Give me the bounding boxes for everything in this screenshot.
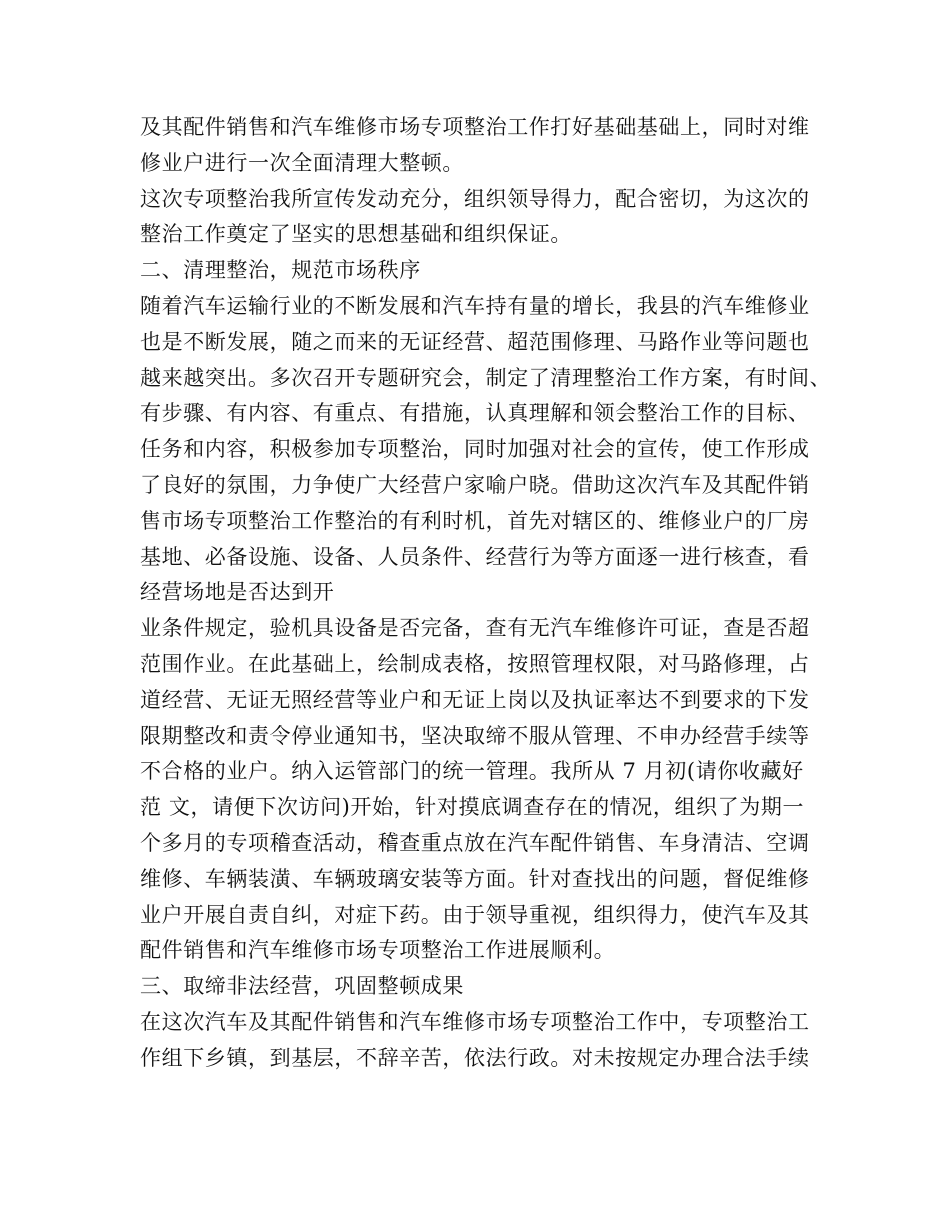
text-line: 有步骤、有内容、有重点、有措施，认真理解和领会整治工作的目标、	[140, 401, 810, 426]
text-line: 在这次汽车及其配件销售和汽车维修市场专项整治工作中，专项整治工	[140, 1009, 810, 1034]
text-line: 个多月的专项稽查活动，稽查重点放在汽车配件销售、车身清洁、空调	[140, 830, 810, 855]
text-line: 作组下乡镇，到基层，不辞辛苦，依法行政。对未按规定办理合法手续	[140, 1045, 810, 1070]
section-heading: 二、清理整治，规范市场秩序	[140, 258, 421, 283]
text-line: 限期整改和责令停业通知书，坚决取缔不服从管理、不申办经营手续等	[140, 723, 810, 748]
text-line: 业户开展自责自纠，对症下药。由于领导重视，组织得力，使汽车及其	[140, 902, 810, 927]
text-line: 维修、车辆装潢、车辆玻璃安装等方面。针对查找出的问题，督促维修	[140, 866, 810, 891]
document-body	[140, 110, 840, 1077]
text-line: 道经营、无证无照经营等业户和无证上岗以及执证率达不到要求的下发	[140, 687, 810, 712]
text-line: 了良好的氛围，力争使广大经营户家喻户晓。借助这次汽车及其配件销	[140, 472, 810, 497]
text-line: 越来越突出。多次召开专题研究会，制定了清理整治工作方案，有时间、	[140, 365, 832, 390]
text-line: 整治工作奠定了坚实的思想基础和组织保证。	[140, 222, 572, 247]
section-heading: 三、取缔非法经营，巩固整顿成果	[140, 974, 464, 999]
text-line: 随着汽车运输行业的不断发展和汽车持有量的增长，我县的汽车维修业	[140, 293, 810, 318]
text-line: 售市场专项整治工作整治的有利时机，首先对辖区的、维修业户的厂房	[140, 508, 810, 533]
text-line: 这次专项整治我所宣传发动充分，组织领导得力，配合密切，为这次的	[140, 186, 810, 211]
text-line: 也是不断发展，随之而来的无证经营、超范围修理、马路作业等问题也	[140, 329, 810, 354]
text-line: 修业户进行一次全面清理大整顿。	[140, 150, 464, 175]
text-line: 范围作业。在此基础上，绘制成表格，按照管理权限，对马路修理，占	[140, 651, 810, 676]
text-line: 经营场地是否达到开	[140, 580, 335, 605]
text-line: 基地、必备设施、设备、人员条件、经营行为等方面逐一进行核查，看	[140, 544, 810, 569]
text-line: 不合格的业户。纳入运管部门的统一管理。我所从 7 月初(请你收藏好	[140, 759, 804, 784]
text-line: 及其配件销售和汽车维修市场专项整治工作打好基础基础上，同时对维	[140, 115, 810, 139]
text-line: 任务和内容，积极参加专项整治，同时加强对社会的宣传，使工作形成	[140, 437, 810, 462]
text-line: 业条件规定，验机具设备是否完备，查有无汽车维修许可证，查是否超	[140, 616, 810, 641]
text-line: 范 文，请便下次访问)开始，针对摸底调查存在的情况，组织了为期一	[140, 795, 805, 820]
text-line: 配件销售和汽车维修市场专项整治工作进展顺利。	[140, 938, 616, 963]
